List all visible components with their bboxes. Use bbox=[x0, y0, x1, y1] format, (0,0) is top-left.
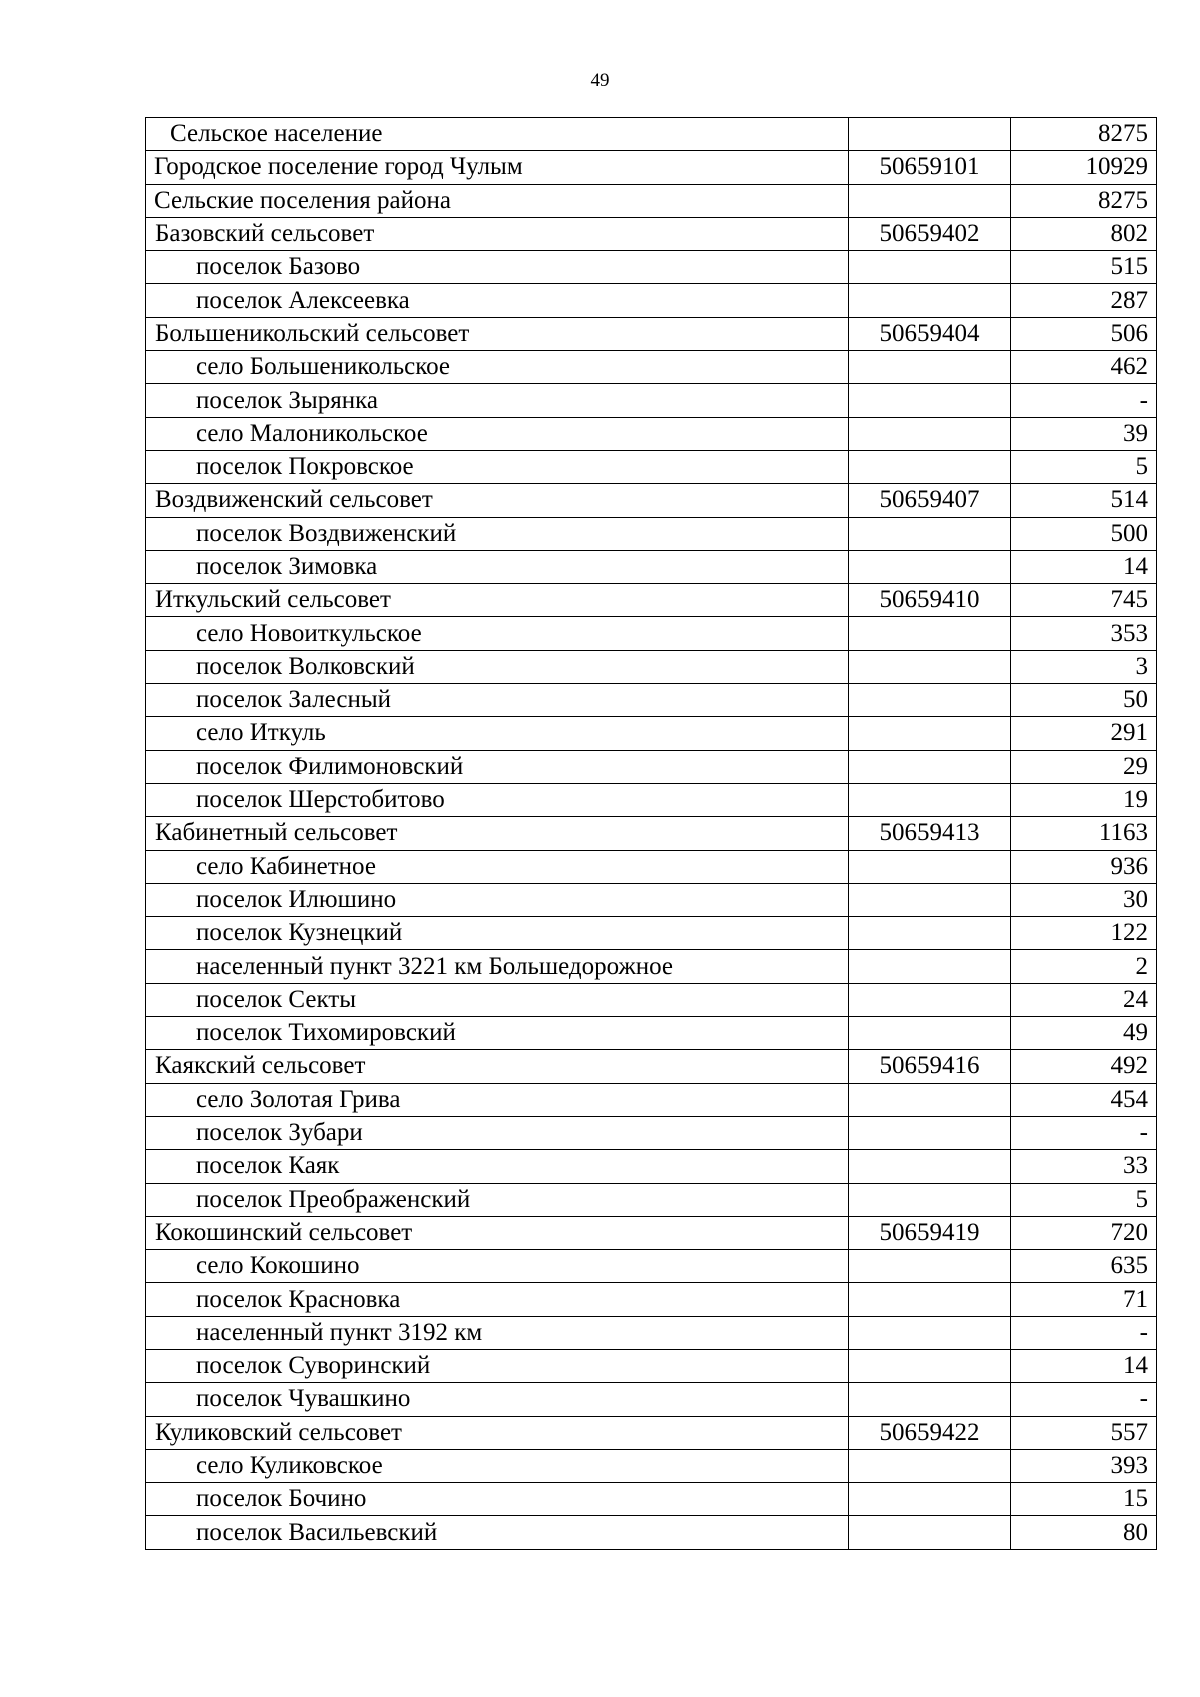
oktmo-code bbox=[849, 783, 1011, 816]
table-row bbox=[146, 1383, 1157, 1416]
settlement-name: поселок Бочино bbox=[146, 1483, 849, 1516]
population-value: 2 bbox=[1011, 950, 1157, 983]
table-row bbox=[146, 1183, 1157, 1216]
settlements-table bbox=[145, 117, 1157, 1550]
population-value: 802 bbox=[1011, 217, 1157, 250]
population-value: 745 bbox=[1011, 584, 1157, 617]
settlement-name: Базовский сельсовет bbox=[146, 217, 849, 250]
oktmo-code: 50659413 bbox=[849, 817, 1011, 850]
table-row bbox=[146, 983, 1157, 1016]
oktmo-code bbox=[849, 1283, 1011, 1316]
oktmo-code: 50659407 bbox=[849, 484, 1011, 517]
population-value: 71 bbox=[1011, 1283, 1157, 1316]
table-row bbox=[146, 517, 1157, 550]
settlement-name: село Кокошино bbox=[146, 1250, 849, 1283]
settlement-name: село Малоникольское bbox=[146, 417, 849, 450]
oktmo-code bbox=[849, 983, 1011, 1016]
oktmo-code bbox=[849, 1383, 1011, 1416]
population-value: 3 bbox=[1011, 650, 1157, 683]
population-value: 291 bbox=[1011, 717, 1157, 750]
population-value: - bbox=[1011, 1383, 1157, 1416]
table-row bbox=[146, 817, 1157, 850]
population-value: 24 bbox=[1011, 983, 1157, 1016]
oktmo-code: 50659416 bbox=[849, 1050, 1011, 1083]
oktmo-code bbox=[849, 1183, 1011, 1216]
oktmo-code bbox=[849, 717, 1011, 750]
oktmo-code bbox=[849, 1250, 1011, 1283]
table-row bbox=[146, 1116, 1157, 1149]
oktmo-code bbox=[849, 1116, 1011, 1149]
oktmo-code bbox=[849, 450, 1011, 483]
oktmo-code bbox=[849, 417, 1011, 450]
oktmo-code bbox=[849, 1516, 1011, 1549]
population-value: 14 bbox=[1011, 1349, 1157, 1382]
page-number: 49 bbox=[590, 70, 610, 91]
settlement-name: поселок Зимовка bbox=[146, 550, 849, 583]
table-row bbox=[146, 1150, 1157, 1183]
population-value: 1163 bbox=[1011, 817, 1157, 850]
table-row bbox=[146, 750, 1157, 783]
population-value: 19 bbox=[1011, 783, 1157, 816]
settlement-name: Воздвиженский сельсовет bbox=[146, 484, 849, 517]
oktmo-code bbox=[849, 1083, 1011, 1116]
oktmo-code bbox=[849, 950, 1011, 983]
settlement-name: поселок Тихомировский bbox=[146, 1017, 849, 1050]
oktmo-code: 50659419 bbox=[849, 1216, 1011, 1249]
table-row bbox=[146, 584, 1157, 617]
settlement-name: поселок Зырянка bbox=[146, 384, 849, 417]
settlement-name: поселок Илюшино bbox=[146, 883, 849, 916]
population-value: - bbox=[1011, 1116, 1157, 1149]
settlement-name: Сельские поселения района bbox=[146, 184, 849, 217]
population-value: 514 bbox=[1011, 484, 1157, 517]
table-row bbox=[146, 351, 1157, 384]
table-row bbox=[146, 1250, 1157, 1283]
settlement-name: Кабинетный сельсовет bbox=[146, 817, 849, 850]
table-row bbox=[146, 217, 1157, 250]
settlement-name: поселок Базово bbox=[146, 251, 849, 284]
oktmo-code: 50659101 bbox=[849, 151, 1011, 184]
table-row bbox=[146, 917, 1157, 950]
population-value: 5 bbox=[1011, 1183, 1157, 1216]
population-value: 500 bbox=[1011, 517, 1157, 550]
settlement-name: поселок Кузнецкий bbox=[146, 917, 849, 950]
oktmo-code bbox=[849, 351, 1011, 384]
table-row bbox=[146, 1050, 1157, 1083]
table-body bbox=[146, 118, 1157, 1550]
population-value: 5 bbox=[1011, 450, 1157, 483]
table-row bbox=[146, 850, 1157, 883]
population-value: 635 bbox=[1011, 1250, 1157, 1283]
oktmo-code bbox=[849, 118, 1011, 151]
settlement-name: Куликовский сельсовет bbox=[146, 1416, 849, 1449]
table-row bbox=[146, 550, 1157, 583]
settlement-name: поселок Зубари bbox=[146, 1116, 849, 1149]
population-value: 515 bbox=[1011, 251, 1157, 284]
table-row bbox=[146, 1449, 1157, 1482]
settlement-name: поселок Филимоновский bbox=[146, 750, 849, 783]
oktmo-code bbox=[849, 1150, 1011, 1183]
oktmo-code bbox=[849, 550, 1011, 583]
settlement-name: населенный пункт 3192 км bbox=[146, 1316, 849, 1349]
population-value: 14 bbox=[1011, 550, 1157, 583]
settlement-name: поселок Залесный bbox=[146, 684, 849, 717]
oktmo-code bbox=[849, 184, 1011, 217]
oktmo-code bbox=[849, 517, 1011, 550]
table-row bbox=[146, 151, 1157, 184]
oktmo-code bbox=[849, 850, 1011, 883]
population-value: 393 bbox=[1011, 1449, 1157, 1482]
settlement-name: село Кабинетное bbox=[146, 850, 849, 883]
population-value: 506 bbox=[1011, 317, 1157, 350]
settlement-name: поселок Шерстобитово bbox=[146, 783, 849, 816]
settlement-name: Сельское население bbox=[146, 118, 849, 151]
table-row bbox=[146, 883, 1157, 916]
oktmo-code bbox=[849, 1017, 1011, 1050]
population-value: 936 bbox=[1011, 850, 1157, 883]
settlement-name: поселок Покровское bbox=[146, 450, 849, 483]
population-value: 49 bbox=[1011, 1017, 1157, 1050]
settlement-name: поселок Алексеевка bbox=[146, 284, 849, 317]
population-value: 39 bbox=[1011, 417, 1157, 450]
population-value: 8275 bbox=[1011, 118, 1157, 151]
population-value: 33 bbox=[1011, 1150, 1157, 1183]
table-row bbox=[146, 384, 1157, 417]
population-value: 10929 bbox=[1011, 151, 1157, 184]
oktmo-code bbox=[849, 883, 1011, 916]
settlement-name: поселок Суворинский bbox=[146, 1349, 849, 1382]
population-value: 30 bbox=[1011, 883, 1157, 916]
oktmo-code bbox=[849, 750, 1011, 783]
oktmo-code bbox=[849, 1316, 1011, 1349]
population-value: 720 bbox=[1011, 1216, 1157, 1249]
settlement-name: Иткульский сельсовет bbox=[146, 584, 849, 617]
settlement-name: село Иткуль bbox=[146, 717, 849, 750]
settlement-name: село Куликовское bbox=[146, 1449, 849, 1482]
settlement-name: поселок Секты bbox=[146, 983, 849, 1016]
settlement-name: Большеникольский сельсовет bbox=[146, 317, 849, 350]
table-row bbox=[146, 450, 1157, 483]
oktmo-code bbox=[849, 617, 1011, 650]
population-value: 492 bbox=[1011, 1050, 1157, 1083]
settlement-name: поселок Васильевский bbox=[146, 1516, 849, 1549]
oktmo-code bbox=[849, 284, 1011, 317]
oktmo-code: 50659422 bbox=[849, 1416, 1011, 1449]
population-value: 50 bbox=[1011, 684, 1157, 717]
table-row bbox=[146, 184, 1157, 217]
oktmo-code bbox=[849, 1449, 1011, 1482]
table-row bbox=[146, 717, 1157, 750]
settlement-name: поселок Преображенский bbox=[146, 1183, 849, 1216]
settlement-name: населенный пункт 3221 км Большедорожное bbox=[146, 950, 849, 983]
table-row bbox=[146, 783, 1157, 816]
settlement-name: поселок Чувашкино bbox=[146, 1383, 849, 1416]
population-value: - bbox=[1011, 384, 1157, 417]
settlement-name: Каякский сельсовет bbox=[146, 1050, 849, 1083]
population-value: 353 bbox=[1011, 617, 1157, 650]
population-value: 454 bbox=[1011, 1083, 1157, 1116]
population-value: 15 bbox=[1011, 1483, 1157, 1516]
table-row bbox=[146, 317, 1157, 350]
population-value: 122 bbox=[1011, 917, 1157, 950]
table-row bbox=[146, 1316, 1157, 1349]
oktmo-code bbox=[849, 1349, 1011, 1382]
oktmo-code bbox=[849, 251, 1011, 284]
table-row bbox=[146, 1516, 1157, 1549]
population-value: 287 bbox=[1011, 284, 1157, 317]
settlement-name: поселок Красновка bbox=[146, 1283, 849, 1316]
table-row bbox=[146, 284, 1157, 317]
table-row bbox=[146, 1283, 1157, 1316]
table-row bbox=[146, 1416, 1157, 1449]
population-value: 29 bbox=[1011, 750, 1157, 783]
settlement-name: село Новоиткульское bbox=[146, 617, 849, 650]
table-row bbox=[146, 1083, 1157, 1116]
settlement-name: поселок Каяк bbox=[146, 1150, 849, 1183]
oktmo-code bbox=[849, 684, 1011, 717]
oktmo-code bbox=[849, 917, 1011, 950]
population-value: 8275 bbox=[1011, 184, 1157, 217]
population-value: 557 bbox=[1011, 1416, 1157, 1449]
oktmo-code bbox=[849, 1483, 1011, 1516]
table-row bbox=[146, 650, 1157, 683]
population-value: 80 bbox=[1011, 1516, 1157, 1549]
settlement-name: поселок Волковский bbox=[146, 650, 849, 683]
table-row bbox=[146, 684, 1157, 717]
table-row bbox=[146, 617, 1157, 650]
table-row bbox=[146, 118, 1157, 151]
oktmo-code bbox=[849, 650, 1011, 683]
population-value: 462 bbox=[1011, 351, 1157, 384]
settlement-name: село Большеникольское bbox=[146, 351, 849, 384]
settlement-name: Кокошинский сельсовет bbox=[146, 1216, 849, 1249]
oktmo-code: 50659410 bbox=[849, 584, 1011, 617]
table-row bbox=[146, 484, 1157, 517]
settlement-name: село Золотая Грива bbox=[146, 1083, 849, 1116]
oktmo-code: 50659404 bbox=[849, 317, 1011, 350]
population-value: - bbox=[1011, 1316, 1157, 1349]
table-row bbox=[146, 1216, 1157, 1249]
oktmo-code: 50659402 bbox=[849, 217, 1011, 250]
settlement-name: Городское поселение город Чулым bbox=[146, 151, 849, 184]
table-row bbox=[146, 417, 1157, 450]
table-row bbox=[146, 1483, 1157, 1516]
table-row bbox=[146, 1017, 1157, 1050]
table-row bbox=[146, 950, 1157, 983]
table-row bbox=[146, 251, 1157, 284]
oktmo-code bbox=[849, 384, 1011, 417]
table-row bbox=[146, 1349, 1157, 1382]
settlement-name: поселок Воздвиженский bbox=[146, 517, 849, 550]
